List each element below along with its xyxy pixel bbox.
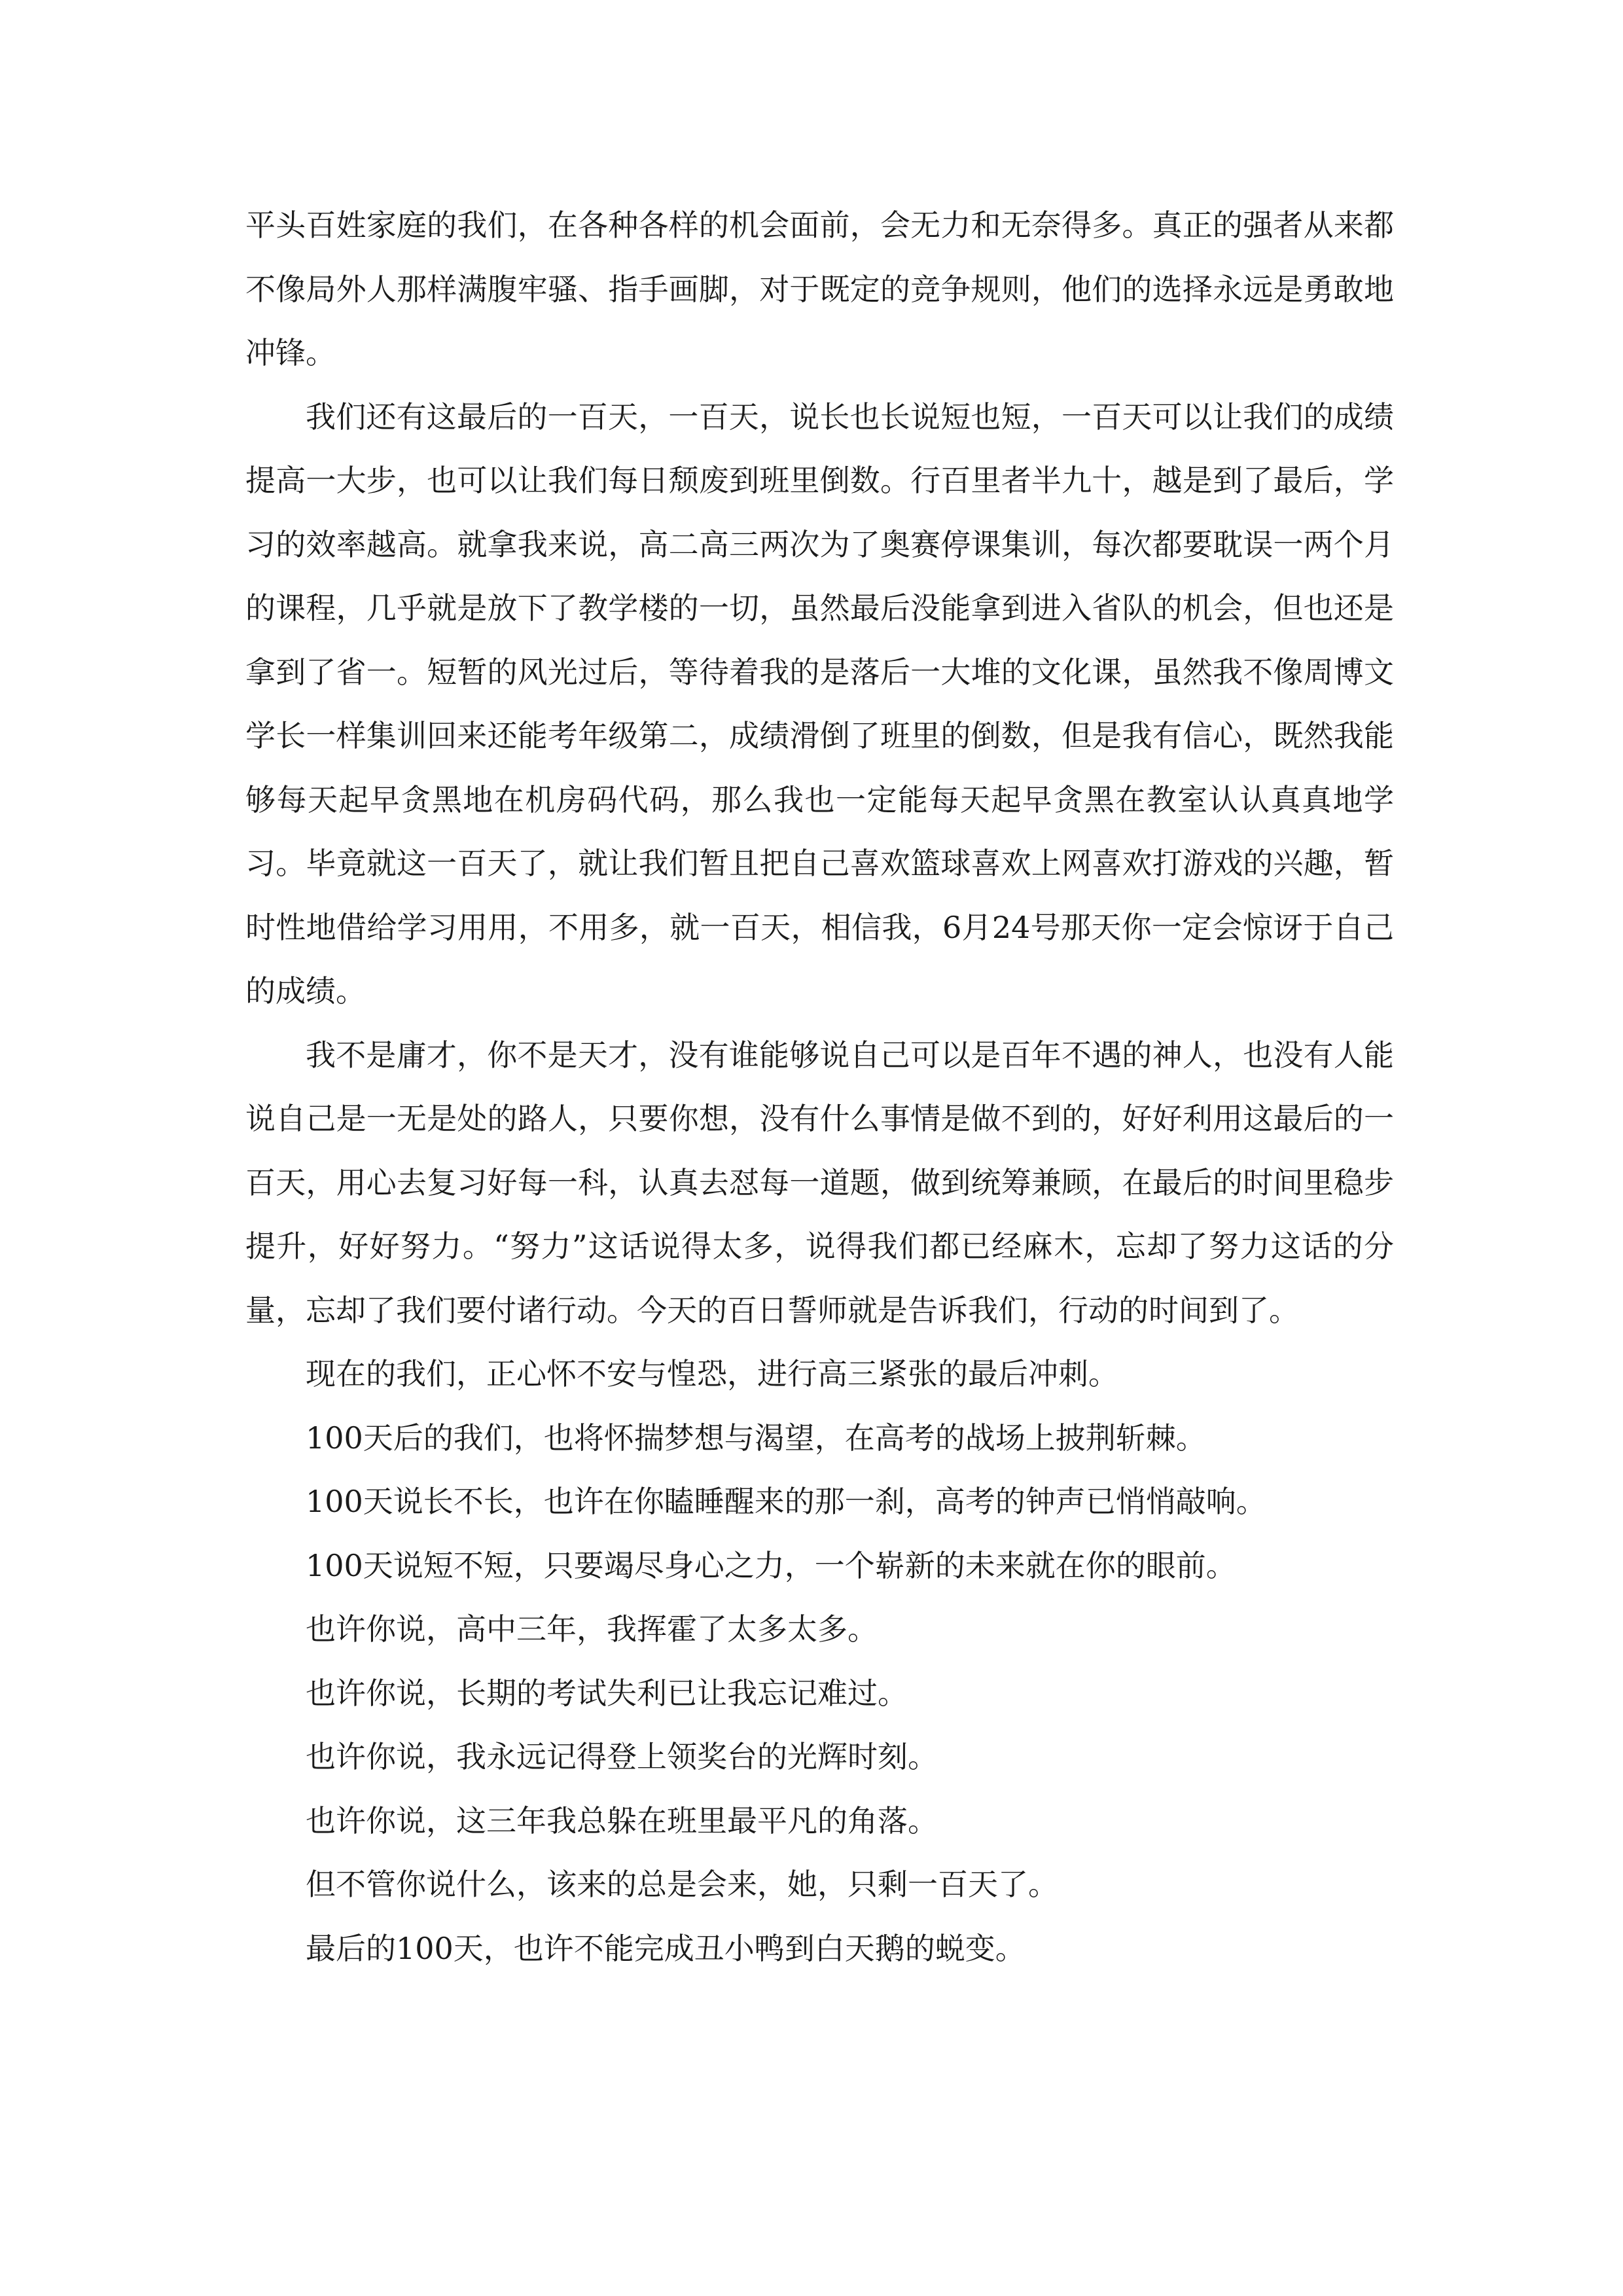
paragraph: 我们还有这最后的一百天，一百天，说长也长说短也短，一百天可以让我们的成绩提高一大步，也可以让我们每日颓废到班里倒数。行百里者半九十，越是到了最后，学习的效率越高。就拿我来说，高二高三两次为了奥赛停课集训，每次都要耽误一两个月的课程，几乎就是放下了教学楼的一切，虽然最后没能拿到进入省队的机会，但也还是拿到了省一。短暂的风光过后，等待着我的是落后一大堆的文化课，虽然我不像周博文学长一样集训回来还能考年级第二，成绩滑倒了班里的倒数，但是我有信心，既然我能够每天起早贪黑地在机房码代码，那么我也一定能每天起早贪黑在教室认认真真地学习。毕竟就这一百天了，就让我们暂且把自己喜欢篮球喜欢上网喜欢打游戏的兴趣，暂时性地借给学习用用，不用多，就一百天，相信我，6月24号那天你一定会惊讶于自己的成绩。 xyxy=(245,399,1394,1009)
paragraph: 也许你说，我永远记得登上领奖台的光辉时刻。 xyxy=(306,1739,938,1774)
paragraph: 100天后的我们，也将怀揣梦想与渴望，在高考的战场上披荆斩棘。 xyxy=(306,1420,1206,1456)
paragraph: 我不是庸才，你不是天才，没有谁能够说自己可以是百年不遇的神人，也没有人能说自己是一无是处的路人，只要你想，没有什么事情是做不到的，好好利用这最后的一百天，用心去复习好每一科，认真去怼每一道题，做到统筹兼顾，在最后的时间里稳步提升，好好努力。“努力”这话说得太多，说得我们都已经麻木，忘却了努力这话的分量，忘却了我们要付诸行动。今天的百日誓师就是告诉我们，行动的时间到了。 xyxy=(245,1037,1394,1328)
paragraph: 最后的100天，也许不能完成丑小鸭到白天鹅的蜕变。 xyxy=(306,1930,1026,1966)
paragraph: 也许你说，高中三年，我挥霍了太多太多。 xyxy=(306,1611,878,1647)
paragraph: 100天说长不长，也许在你瞌睡醒来的那一刹，高考的钟声已悄悄敲响。 xyxy=(306,1484,1266,1519)
paragraph: 现在的我们，正心怀不安与惶恐，进行高三紧张的最后冲刺。 xyxy=(306,1356,1118,1391)
paragraph: 100天说短不短，只要竭尽身心之力，一个崭新的未来就在你的眼前。 xyxy=(306,1547,1236,1583)
paragraph: 平头百姓家庭的我们，在各种各样的机会面前，会无力和无奈得多。真正的强者从来都不像局外人那样满腹牢骚、指手画脚，对于既定的竞争规则，他们的选择永远是勇敢地冲锋。 xyxy=(245,207,1394,370)
body-text xyxy=(245,194,1394,1981)
paragraph: 也许你说，长期的考试失利已让我忘记难过。 xyxy=(306,1675,908,1711)
paragraph: 也许你说，这三年我总躲在班里最平凡的角落。 xyxy=(306,1803,938,1839)
paragraph: 但不管你说什么，该来的总是会来，她，只剩一百天了。 xyxy=(306,1867,1058,1902)
